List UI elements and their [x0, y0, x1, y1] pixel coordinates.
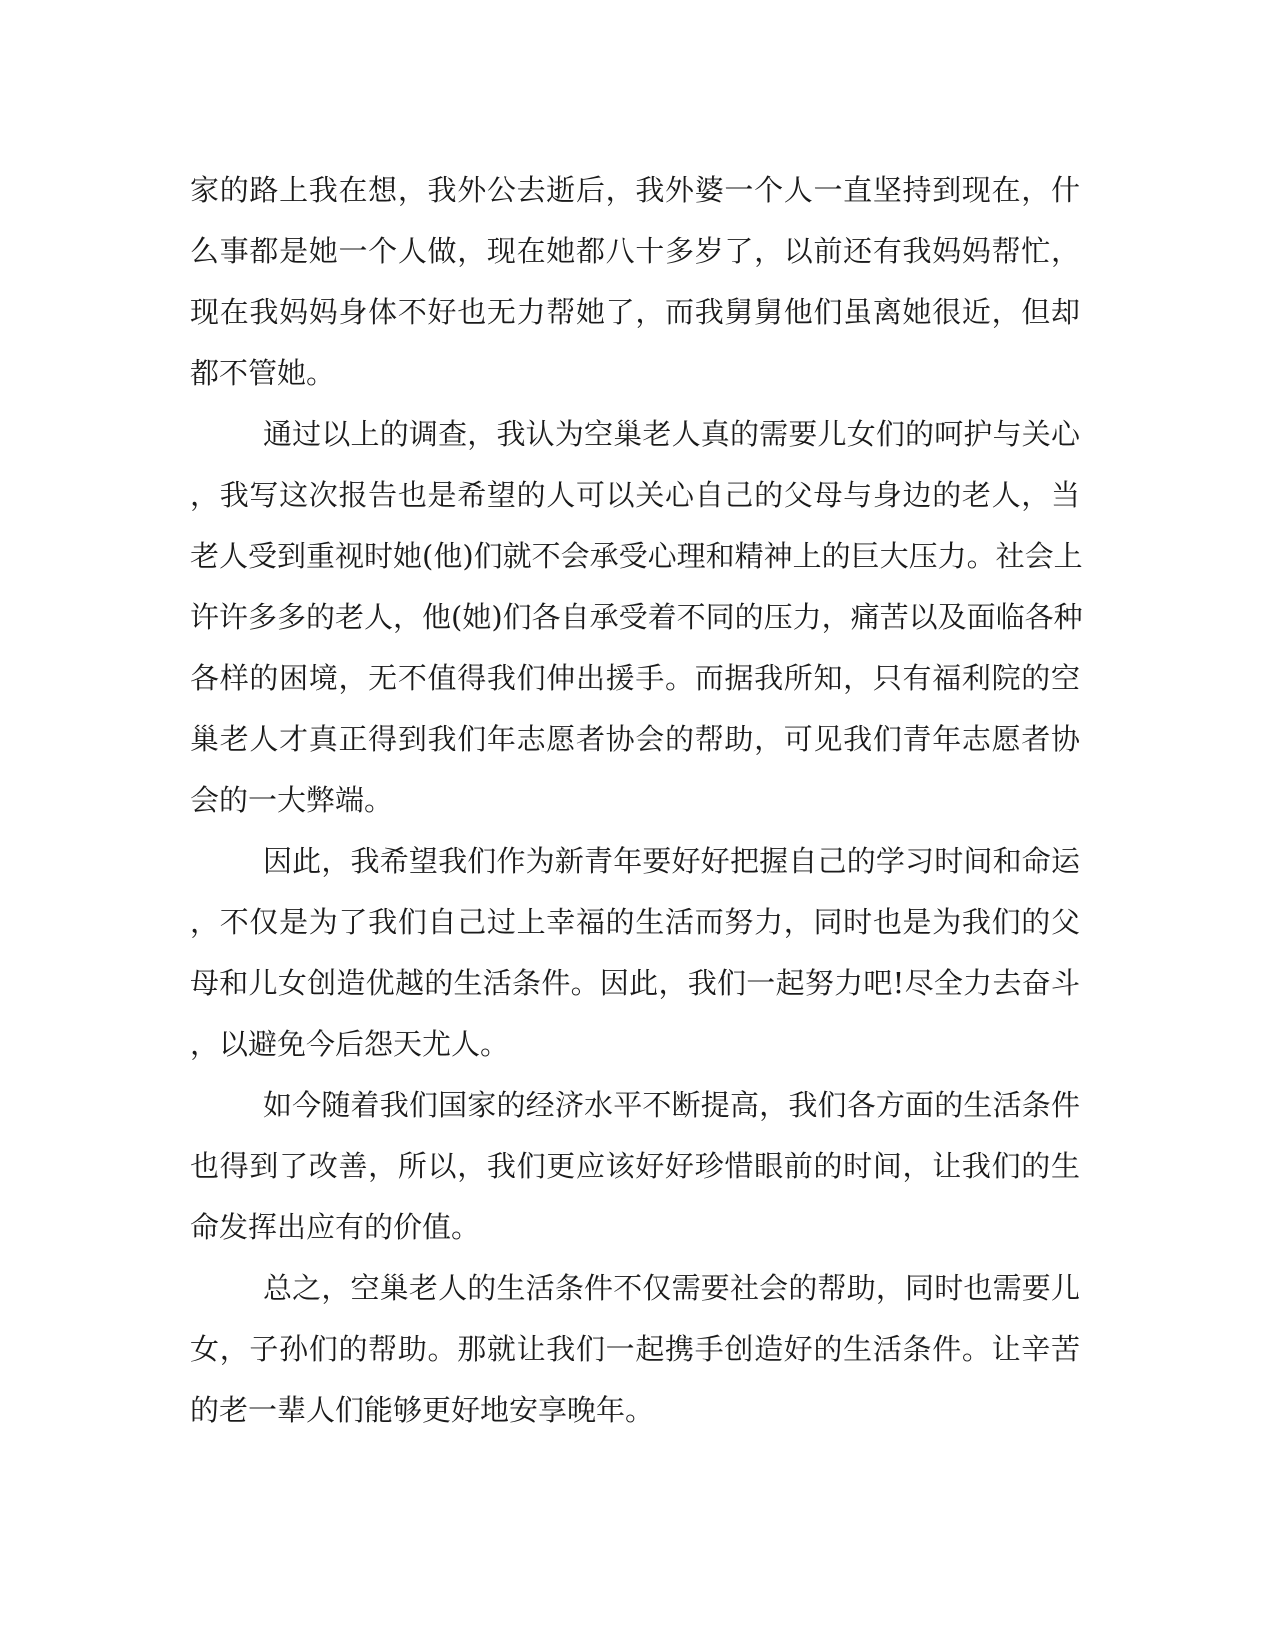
text-line: 许许多多的老人，他(她)们各自承受着不同的压力，痛苦以及面临各种 — [190, 600, 1083, 634]
text-line: 母和儿女创造优越的生活条件。因此，我们一起努力吧!尽全力去奋斗 — [190, 966, 1080, 1000]
text-line: 也得到了改善，所以，我们更应该好好珍惜眼前的时间，让我们的生 — [190, 1149, 1080, 1183]
text-line: ，以避免今后怨天尤人。 — [190, 1027, 510, 1061]
paragraph — [190, 1075, 1080, 1258]
text-line: 命发挥出应有的价值。 — [190, 1210, 481, 1244]
text-line: 各样的困境，无不值得我们伸出援手。而据我所知，只有福利院的空 — [190, 661, 1080, 695]
text-line: 家的路上我在想，我外公去逝后，我外婆一个人一直坚持到现在，什 — [190, 173, 1080, 207]
text-line: 会的一大弊端。 — [190, 783, 394, 817]
paragraph — [190, 831, 1080, 1075]
paragraph — [190, 404, 1083, 831]
paragraph — [190, 1258, 1080, 1441]
text-line: 的老一辈人们能够更好地安享晚年。 — [190, 1393, 655, 1427]
text-line: ，不仅是为了我们自己过上幸福的生活而努力，同时也是为我们的父 — [190, 905, 1080, 939]
text-line: 因此，我希望我们作为新青年要好好把握自己的学习时间和命运 — [263, 844, 1080, 878]
text-line: 如今随着我们国家的经济水平不断提高，我们各方面的生活条件 — [263, 1088, 1080, 1122]
text-line: ，我写这次报告也是希望的人可以关心自己的父母与身边的老人，当 — [190, 478, 1080, 512]
text-line: 都不管她。 — [190, 356, 336, 390]
text-line: 老人受到重视时她(他)们就不会承受心理和精神上的巨大压力。社会上 — [190, 539, 1083, 573]
text-line: 现在我妈妈身体不好也无力帮她了，而我舅舅他们虽离她很近，但却 — [190, 295, 1080, 329]
text-line: 总之，空巢老人的生活条件不仅需要社会的帮助，同时也需要儿 — [263, 1271, 1080, 1305]
document-body — [190, 160, 1083, 1441]
text-line: 女，子孙们的帮助。那就让我们一起携手创造好的生活条件。让辛苦 — [190, 1332, 1080, 1366]
text-line: 么事都是她一个人做，现在她都八十多岁了，以前还有我妈妈帮忙， — [190, 234, 1080, 268]
text-line: 通过以上的调查，我认为空巢老人真的需要儿女们的呵护与关心 — [263, 417, 1080, 451]
paragraph — [190, 160, 1080, 404]
text-line: 巢老人才真正得到我们年志愿者协会的帮助，可见我们青年志愿者协 — [190, 722, 1080, 756]
